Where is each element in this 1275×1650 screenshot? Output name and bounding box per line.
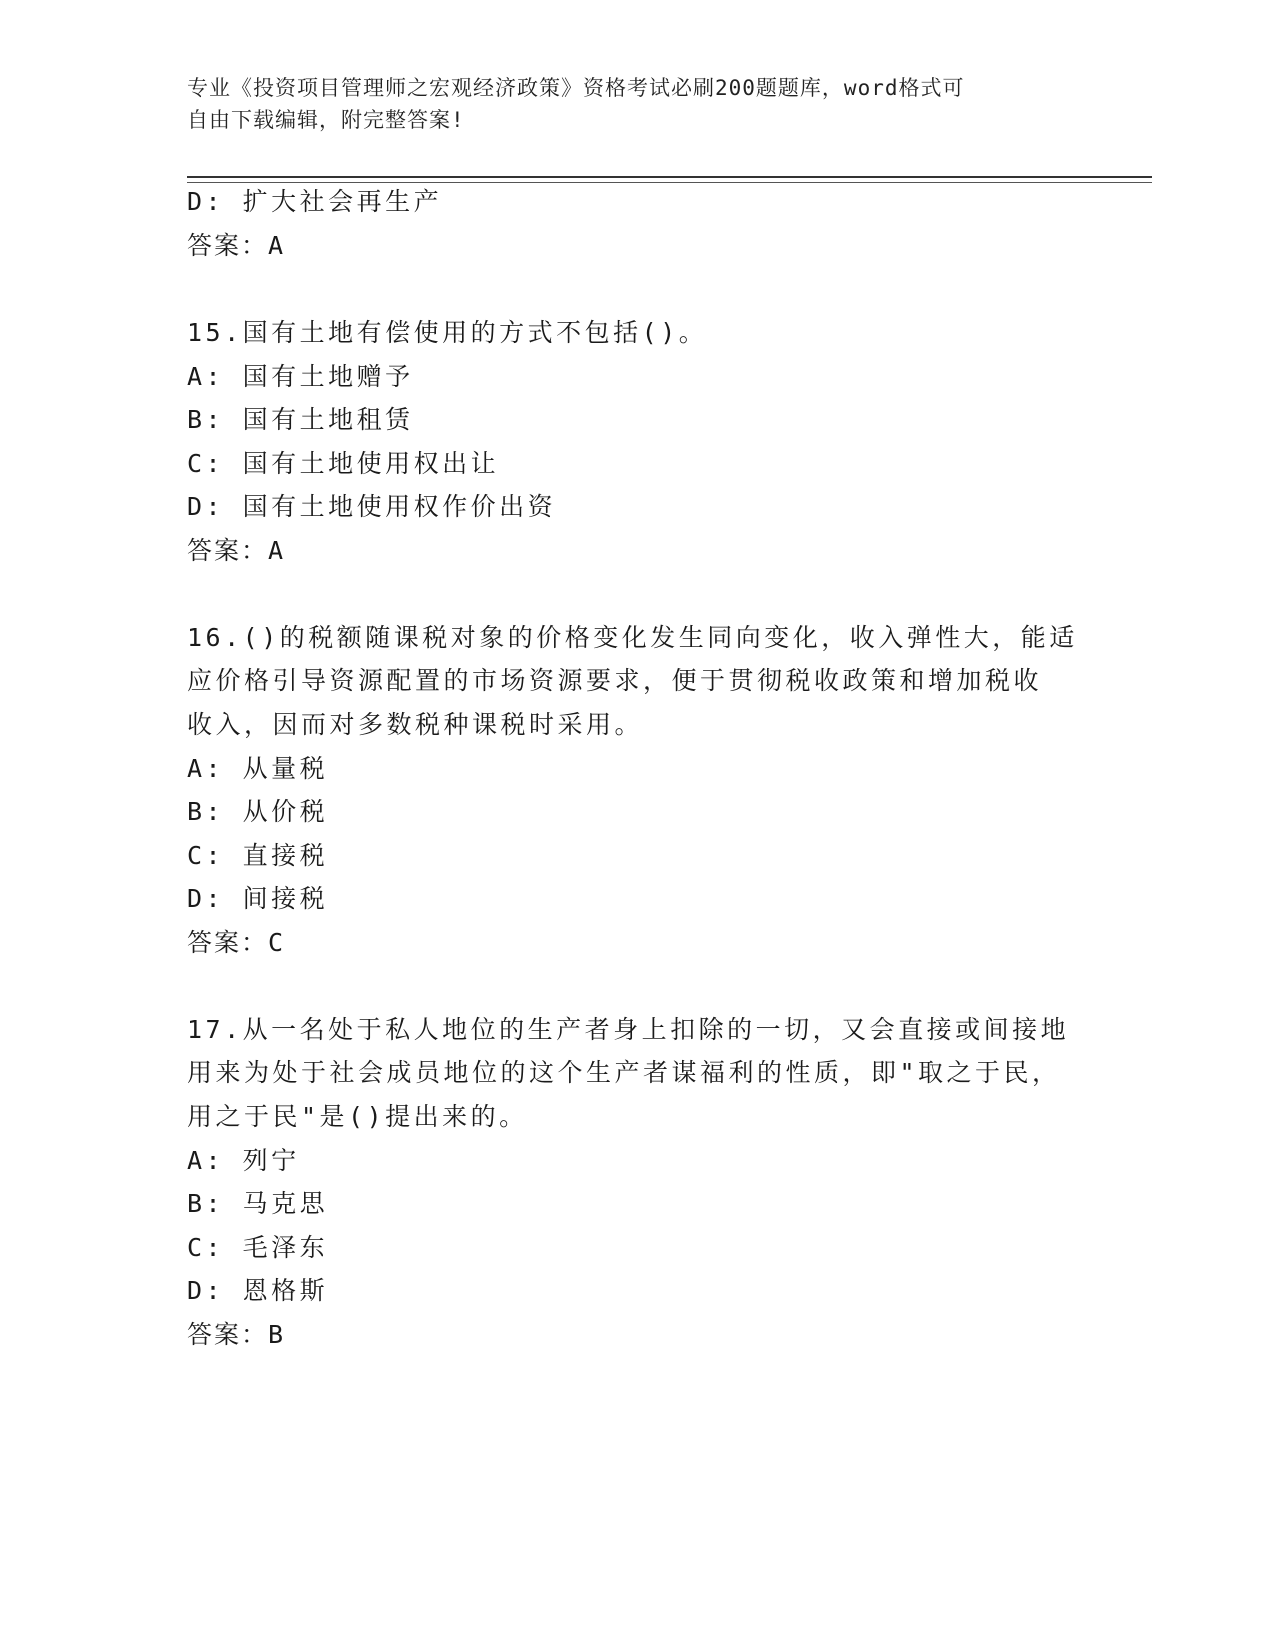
q17-stem-line-1: 17.从一名处于私人地位的生产者身上扣除的一切，又会直接或间接地 xyxy=(187,1015,1070,1044)
q15-answer: 答案：A xyxy=(187,536,286,565)
document-header xyxy=(187,72,1067,136)
q16-option-b: B: 从价税 xyxy=(187,797,329,826)
q16-stem-line-3: 收入，因而对多数税种课税时采用。 xyxy=(187,710,644,739)
header-divider-thick xyxy=(187,176,1152,178)
q16-stem-line-2: 应价格引导资源配置的市场资源要求，便于贯彻税收政策和增加税收 xyxy=(187,666,1043,695)
header-line-2: 自由下载编辑，附完整答案! xyxy=(187,108,465,132)
header-line-1: 专业《投资项目管理师之宏观经济政策》资格考试必刷200题题库，word格式可 xyxy=(187,76,965,100)
q17-option-b: B: 马克思 xyxy=(187,1189,329,1218)
q16-answer: 答案：C xyxy=(187,928,286,957)
prev-answer: 答案：A xyxy=(187,231,286,260)
prev-option-d: D: 扩大社会再生产 xyxy=(187,187,443,216)
q16-option-d: D: 间接税 xyxy=(187,884,329,913)
q15-option-b: B: 国有土地租赁 xyxy=(187,405,414,434)
q16-option-a: A: 从量税 xyxy=(187,754,329,783)
q17-stem-line-3: 用之于民"是()提出来的。 xyxy=(187,1102,528,1131)
q17-option-c: C: 毛泽东 xyxy=(187,1233,329,1262)
q16-stem-line-1: 16.()的税额随课税对象的价格变化发生同向变化，收入弹性大，能适 xyxy=(187,623,1078,652)
q15-stem: 15.国有土地有偿使用的方式不包括()。 xyxy=(187,318,708,347)
q17-stem-line-2: 用来为处于社会成员地位的这个生产者谋福利的性质，即"取之于民， xyxy=(187,1058,1061,1087)
q17-option-a: A: 列宁 xyxy=(187,1146,300,1175)
q17-option-d: D: 恩格斯 xyxy=(187,1276,329,1305)
header-divider-thin xyxy=(187,182,1152,183)
q15-option-d: D: 国有土地使用权作价出资 xyxy=(187,492,557,521)
q15-option-c: C: 国有土地使用权出让 xyxy=(187,449,500,478)
q15-option-a: A: 国有土地赠予 xyxy=(187,362,414,391)
q17-answer: 答案：B xyxy=(187,1320,286,1349)
q16-option-c: C: 直接税 xyxy=(187,841,329,870)
